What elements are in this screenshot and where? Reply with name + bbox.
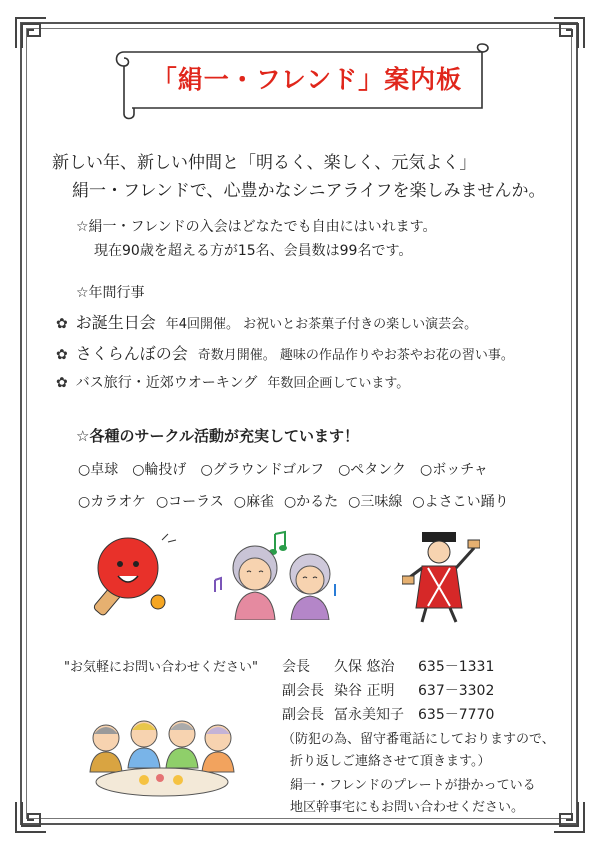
circle-item: ○卓球: [78, 462, 119, 478]
contact-role: 会長: [282, 659, 310, 675]
intro-line-2: 絹一・フレンドで、心豊かなシニアライフを楽しみませんか。: [72, 181, 546, 201]
circle-item: ○グラウンドゴルフ: [200, 462, 325, 478]
page-frame-inner: [26, 28, 572, 819]
contact-name: 久保 悠治: [334, 659, 395, 675]
circle-item: ○カラオケ: [78, 494, 146, 510]
corner-ornament-top-left: [14, 16, 48, 50]
tea-party-illustration: [84, 714, 240, 800]
contact-row: [282, 680, 494, 700]
membership-line-2: 現在90歳を超える方が15名、会員数は99名です。: [94, 243, 413, 259]
event-desc: 奇数月開催。 趣味の作品作りやお茶やお花の習い事。: [197, 348, 514, 363]
contact-note-2: 折り返しご連絡させて頂きます。）: [290, 754, 491, 769]
circle-item: ○ペタンク: [338, 462, 407, 478]
contact-name: 冨永美知子: [334, 707, 404, 723]
circle-item: ○ボッチャ: [420, 462, 488, 478]
circle-item: ○よさこい踊り: [412, 494, 509, 510]
contact-callout: "お気軽にお問い合わせください": [64, 660, 258, 675]
circles-row-1: [78, 459, 502, 479]
flower-icon: ✿: [56, 347, 68, 363]
event-name: バス旅行・近郊ウオーキング: [75, 375, 258, 391]
contact-name: 染谷 正明: [334, 683, 395, 699]
event-item: [56, 341, 514, 364]
corner-ornament-bottom-right: [552, 800, 586, 834]
event-desc: 年数回企画しています。: [267, 376, 410, 391]
flower-icon: ✿: [56, 375, 68, 391]
contact-note-3: 絹一・フレンドのプレートが掛かっている: [290, 778, 536, 793]
contact-phone: 637－3302: [418, 683, 495, 699]
event-name: さくらんぼの会: [75, 344, 188, 363]
events-heading: ☆年間行事: [76, 285, 145, 301]
intro-line-1: 新しい年、新しい仲間と「明るく、楽しく、元気よく」: [52, 153, 477, 173]
circles-row-2: [78, 491, 523, 511]
event-name: お誕生日会: [75, 313, 156, 332]
corner-ornament-bottom-left: [14, 800, 48, 834]
karaoke-singers-illustration: [205, 528, 345, 620]
flower-icon: ✿: [56, 316, 68, 332]
yosakoi-dancer-illustration: [402, 528, 480, 624]
contact-note-4: 地区幹事宅にもお問い合わせください。: [290, 800, 525, 815]
contact-note-1: （防犯の為、留守番電話にしておりますので、: [282, 732, 555, 747]
circle-item: ○麻雀: [233, 494, 274, 510]
circles-heading: ☆各種のサークル活動が充実しています！: [76, 427, 359, 445]
circle-item: ○輪投げ: [132, 462, 187, 478]
event-item: [56, 310, 477, 333]
membership-line-1: ☆絹一・フレンドの入会はどなたでも自由にはいれます。: [76, 219, 437, 235]
ping-pong-paddle-illustration: [88, 530, 178, 616]
circle-item: ○かるた: [283, 494, 339, 510]
contact-phone: 635－7770: [418, 707, 495, 723]
contact-row: [282, 704, 494, 724]
circle-item: ○三味線: [348, 494, 403, 510]
contact-phone: 635－1331: [418, 659, 495, 675]
event-desc: 年4回開催。 お祝いとお茶菓子付きの楽しい演芸会。: [165, 317, 478, 332]
contact-role: 副会長: [282, 683, 324, 699]
circle-item: ○コーラス: [155, 494, 224, 510]
corner-ornament-top-right: [552, 16, 586, 50]
event-item: [56, 372, 409, 392]
contact-row: [282, 656, 494, 676]
contact-role: 副会長: [282, 707, 324, 723]
page-title: 「絹一・フレンド」案内板: [151, 65, 463, 94]
